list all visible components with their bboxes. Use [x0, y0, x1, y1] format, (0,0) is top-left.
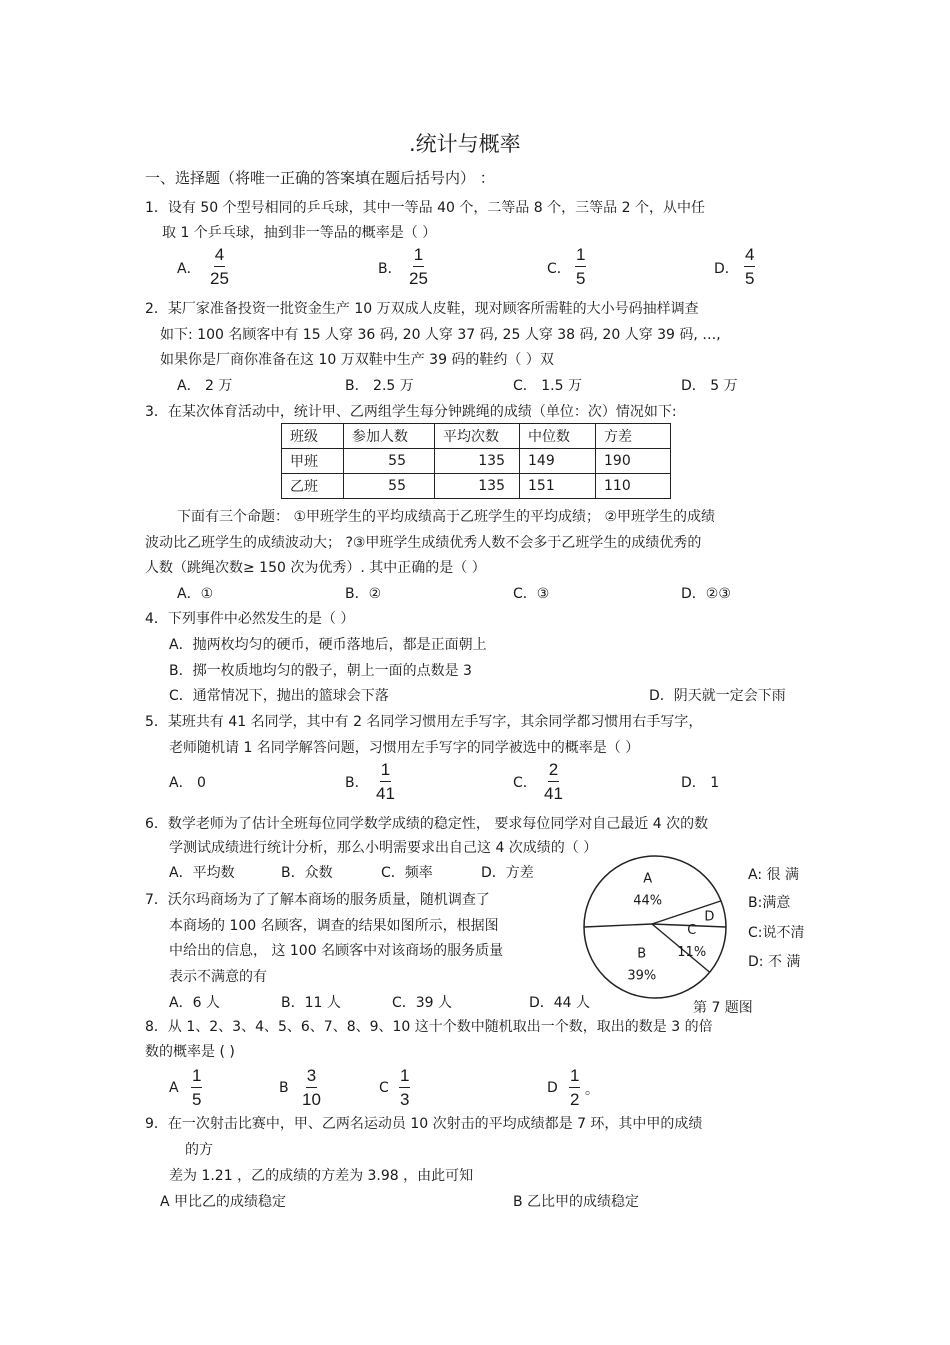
q5-option-c-fraction: [544, 761, 563, 802]
numerator: 4: [744, 246, 755, 267]
q1-option-b-label: B．: [378, 261, 402, 277]
q7-line4: 表示不满意的有: [169, 969, 267, 985]
q5-option-b-label: B．: [345, 775, 369, 791]
table-cell: 151: [520, 474, 596, 499]
q7-pie-caption: 第 7 题图: [693, 1000, 753, 1016]
q2-line1: 2．某厂家准备投资一批资金生产 10 万双成人皮鞋，现对顾客所需鞋的大小号码抽样调查: [145, 301, 699, 317]
numerator: 1: [191, 1067, 202, 1088]
numerator: 1: [380, 761, 391, 782]
page-title: .统计与概率: [409, 132, 521, 156]
denominator: 10: [302, 1090, 321, 1109]
q6-option-c: C．频率: [381, 865, 433, 881]
table-row: [282, 449, 671, 474]
numerator: 1: [569, 1067, 580, 1088]
q5-option-a: A． 0: [169, 775, 206, 791]
q2-line2: 如下: 100 名顾客中有 15 人穿 36 码, 20 人穿 37 码, 25 人穿 38 码, 20 人穿 39 码, …,: [160, 327, 721, 343]
q1-option-d-label: D．: [714, 261, 739, 277]
q2-option-b: B． 2.5 万: [345, 378, 414, 394]
q1-option-c-label: C．: [547, 261, 571, 277]
q8-option-b-label: B: [279, 1080, 289, 1096]
table-cell: 55: [344, 449, 435, 474]
q8-option-d-fraction: [569, 1067, 580, 1108]
header-cell: 参加人数: [344, 424, 435, 449]
pie-label-category: D: [704, 909, 715, 925]
q7-legend-c: C:说不清: [748, 925, 805, 941]
q3-line2: 下面有三个命题： ①甲班学生的平均成绩高于乙班学生的平均成绩； ②甲班学生的成绩: [177, 509, 715, 525]
q7-legend-d: D: 不 满: [748, 954, 801, 970]
q6-option-d: D．方差: [481, 865, 534, 881]
denominator: 2: [570, 1090, 580, 1109]
denominator: 25: [409, 269, 428, 288]
q8-option-d-tail: 。: [585, 1082, 599, 1098]
q7-legend-a: A: 很 满: [748, 867, 799, 883]
q8-line1: 8．从 1、2、3、4、5、6、7、8、9、10 这十个数中随机取出一个数，取出的数是 3 的倍: [145, 1019, 713, 1035]
q7-line1: 7．沃尔玛商场为了了解本商场的服务质量，随机调查了: [145, 892, 490, 908]
q5-option-b-fraction: [376, 761, 395, 802]
q9-option-a: A 甲比乙的成绩稳定: [160, 1194, 287, 1210]
numerator: 2: [548, 761, 559, 782]
q2-option-c: C． 1.5 万: [513, 378, 582, 394]
numerator: 1: [575, 246, 586, 267]
q5-line2: 老师随机请 1 名同学解答问题，习惯用左手写字的同学被选中的概率是（ ）: [169, 740, 640, 756]
table-cell: 190: [596, 449, 671, 474]
q3-line1: 3．在某次体育活动中，统计甲、乙两组学生每分钟跳绳的成绩（单位：次）情况如下:: [145, 404, 677, 420]
q1-option-b-fraction: [409, 246, 428, 287]
header-cell: 方差: [596, 424, 671, 449]
q6-line2: 学测试成绩进行统计分析，那么小明需要求出自己这 4 次成绩的（ ）: [169, 840, 598, 856]
numerator: 1: [399, 1067, 410, 1088]
q8-option-c-fraction: [399, 1067, 410, 1108]
q7-option-b: B．11 人: [281, 995, 341, 1011]
q2-option-a: A． 2 万: [177, 378, 233, 394]
q1-option-a-fraction: [210, 246, 229, 287]
pie-label-percent: 44%: [633, 893, 663, 909]
denominator: 5: [576, 269, 586, 288]
q2-line3: 如果你是厂商你准备在这 10 万双鞋中生产 39 码的鞋约（ ）双: [160, 352, 554, 368]
numerator: 1: [413, 246, 424, 267]
numerator: 3: [306, 1067, 317, 1088]
header-cell: 班级: [282, 424, 344, 449]
header-cell: 中位数: [520, 424, 596, 449]
q7-option-c: C．39 人: [392, 995, 453, 1011]
denominator: 5: [745, 269, 755, 288]
table-row: [282, 474, 671, 499]
q1-option-d-fraction: [744, 246, 755, 287]
denominator: 25: [210, 269, 229, 288]
denominator: 41: [544, 784, 563, 803]
q3-option-d: D．②③: [681, 586, 731, 602]
pie-label-percent: 39%: [627, 968, 657, 984]
q8-line2: 数的概率是 ( ): [145, 1044, 235, 1060]
q9-option-b: B 乙比甲的成绩稳定: [513, 1194, 640, 1210]
q3-line4: 人数（跳绳次数≥ 150 次为优秀）. 其中正确的是（ ）: [145, 560, 486, 576]
pie-label-category: C: [687, 923, 697, 939]
q4-line1: 4．下列事件中必然发生的是（ ）: [145, 611, 355, 627]
q3-option-b: B．②: [345, 586, 382, 602]
denominator: 5: [192, 1090, 202, 1109]
q1-option-c-fraction: [575, 246, 586, 287]
q3-line3: 波动比乙班学生的成绩波动大； ?③甲班学生成绩优秀人数不会多于乙班学生的成绩优秀的: [145, 535, 702, 551]
q7-line3: 中给出的信息， 这 100 名顾客中对该商场的服务质量: [169, 943, 504, 959]
q8-option-c-label: C: [379, 1080, 389, 1096]
q1-line1: 1．设有 50 个型号相同的乒乓球，其中一等品 40 个，二等品 8 个，三等品 2 个，从中任: [145, 200, 705, 216]
q1-line2: 取 1 个乒乓球，抽到非一等品的概率是（ ）: [162, 225, 437, 241]
q3-stats-table: [281, 423, 671, 499]
header-cell: 平均次数: [435, 424, 520, 449]
q4-option-b: B．掷一枚质地均匀的骰子，朝上一面的点数是 3: [169, 663, 472, 679]
q3-option-c: C．③: [513, 586, 550, 602]
pie-label-category: A: [643, 871, 653, 887]
q1-option-a-label: A．: [177, 261, 201, 277]
table-cell: 55: [344, 474, 435, 499]
pie-label-percent: 11%: [677, 945, 707, 961]
q6-line1: 6．数学老师为了估计全班每位同学数学成绩的稳定性， 要求每位同学对自己最近 4 次的数: [145, 816, 709, 832]
q2-option-d: D． 5 万: [681, 378, 738, 394]
q9-line3: 差为 1.21 ，乙的成绩的方差为 3.98 ，由此可知: [169, 1168, 474, 1184]
pie-label-category: B: [637, 946, 647, 962]
table-header-row: [282, 424, 671, 449]
q5-line1: 5．某班共有 41 名同学，其中有 2 名同学习惯用左手写字，其余同学都习惯用右手写字，: [145, 714, 703, 730]
denominator: 3: [400, 1090, 410, 1109]
q9-line1: 9．在一次射击比赛中，甲、乙两名运动员 10 次射击的平均成绩都是 7 环，其中甲的成绩: [145, 1116, 703, 1132]
q4-option-d: D．阴天就一定会下雨: [649, 688, 786, 704]
q8-option-a-label: A: [169, 1080, 179, 1096]
q5-option-c-label: C．: [513, 775, 537, 791]
q7-line2: 本商场的 100 名顾客，调查的结果如图所示，根据图: [169, 918, 499, 934]
table-cell: 135: [435, 449, 520, 474]
q7-option-d: D．44 人: [529, 995, 591, 1011]
q6-option-b: B．众数: [281, 865, 333, 881]
q4-option-c: C．通常情况下，抛出的篮球会下落: [169, 688, 389, 704]
table-cell: 149: [520, 449, 596, 474]
table-cell: 135: [435, 474, 520, 499]
q4-option-a: A．抛两枚均匀的硬币，硬币落地后，都是正面朝上: [169, 637, 487, 653]
table-cell: 甲班: [282, 449, 344, 474]
q8-option-d-label: D: [547, 1080, 558, 1096]
table-cell: 乙班: [282, 474, 344, 499]
q9-line2: 的方: [185, 1142, 213, 1158]
q3-option-a: A．①: [177, 586, 214, 602]
q7-option-a: A．6 人: [169, 995, 220, 1011]
q7-pie-chart: [580, 852, 730, 1002]
q8-option-b-fraction: [302, 1067, 321, 1108]
q8-option-a-fraction: [191, 1067, 202, 1108]
section-heading: 一、选择题（将唯一正确的答案填在题后括号内） ：: [145, 169, 495, 187]
numerator: 4: [214, 246, 225, 267]
q5-option-d: D． 1: [681, 775, 720, 791]
table-cell: 110: [596, 474, 671, 499]
q7-legend-b: B:满意: [748, 895, 791, 911]
q6-option-a: A．平均数: [169, 865, 235, 881]
denominator: 41: [376, 784, 395, 803]
